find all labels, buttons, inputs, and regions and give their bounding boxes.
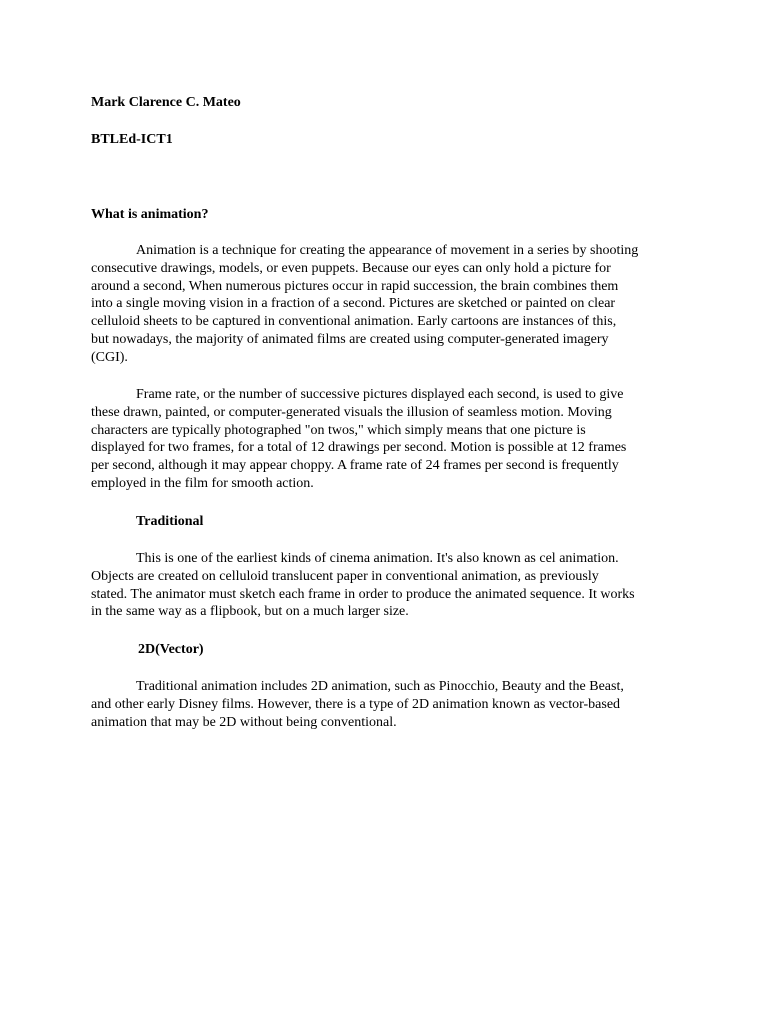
paragraph-line: consecutive drawings, models, or even puppets. Because our eyes can only hold a picture for bbox=[91, 260, 611, 276]
paragraph-line: per second, although it may appear choppy. A frame rate of 24 frames per second is frequently bbox=[91, 458, 619, 474]
paragraph-line: and other early Disney films. However, there is a type of 2D animation known as vector-based bbox=[91, 696, 621, 712]
paragraph-line: around a second, When numerous pictures occur in rapid succession, the brain combines them bbox=[91, 278, 619, 294]
paragraph-line: Traditional animation includes 2D animation, such as Pinocchio, Beauty and the Beast, bbox=[136, 679, 624, 694]
paragraph-line: into a single moving vision in a fraction of a second. Pictures are sketched or painted on clear bbox=[91, 296, 616, 312]
subheading-2d-vector: 2D(Vector) bbox=[138, 642, 204, 657]
paragraph-2d-vector bbox=[91, 678, 681, 731]
paragraph-line: employed in the film for smooth action. bbox=[91, 475, 314, 491]
section-heading: What is animation? bbox=[91, 207, 209, 222]
author-name: Mark Clarence C. Mateo bbox=[91, 95, 241, 110]
paragraph-line: This is one of the earliest kinds of cinema animation. It's also known as cel animation. bbox=[136, 551, 619, 566]
paragraph-line: these drawn, painted, or computer-generated visuals the illusion of seamless motion. Moving bbox=[91, 404, 612, 420]
paragraph-line: (CGI). bbox=[91, 349, 128, 365]
paragraph-line: animation that may be 2D without being conventional. bbox=[91, 714, 397, 730]
paragraph-line: celluloid sheets to be captured in conventional animation. Early cartoons are instances of this, bbox=[91, 314, 617, 330]
paragraph-line: stated. The animator must sketch each frame in order to produce the animated sequence. It works bbox=[91, 586, 635, 602]
paragraph-line: but nowadays, the majority of animated films are created using computer-generated imagery bbox=[91, 331, 609, 347]
paragraph-line: Objects are created on celluloid translucent paper in conventional animation, as previously bbox=[91, 568, 599, 584]
paragraph-line: characters are typically photographed "on twos," which simply means that one picture is bbox=[91, 422, 586, 438]
paragraph-line: Animation is a technique for creating the appearance of movement in a series by shooting bbox=[136, 243, 639, 258]
course-code: BTLEd-ICT1 bbox=[91, 132, 173, 147]
paragraph-line: in the same way as a flipbook, but on a much larger size. bbox=[91, 604, 409, 620]
paragraph-definition bbox=[91, 242, 681, 367]
paragraph-traditional bbox=[91, 550, 681, 621]
paragraph-line: displayed for two frames, for a total of 12 drawings per second. Motion is possible at 12 frames bbox=[91, 440, 627, 456]
paragraph-line: Frame rate, or the number of successive pictures displayed each second, is used to give bbox=[136, 387, 624, 402]
paragraph-frame-rate bbox=[91, 386, 681, 493]
subheading-traditional: Traditional bbox=[136, 514, 204, 529]
